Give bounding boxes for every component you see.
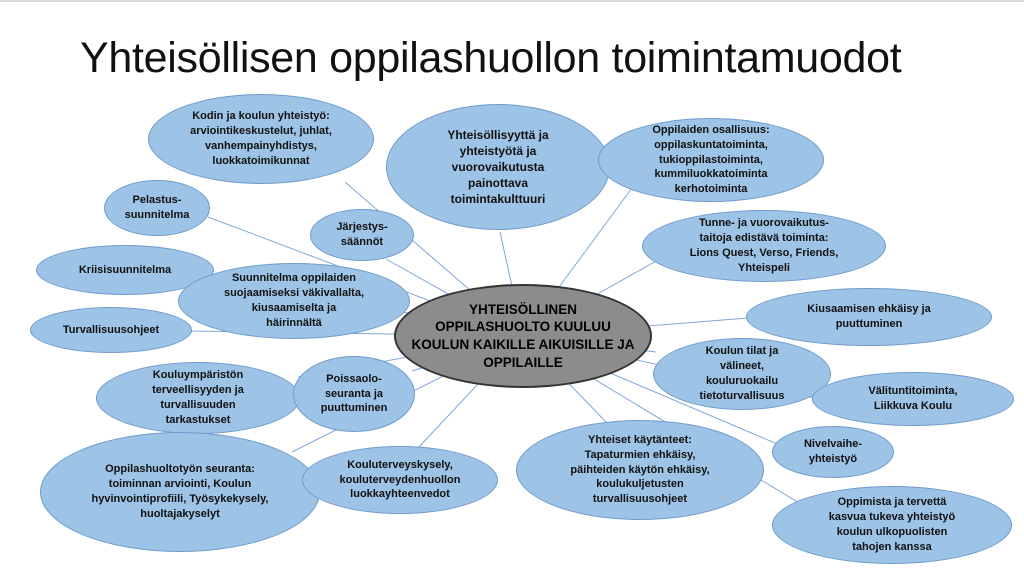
bubble-oppilaiden-osallisuus: Oppilaiden osallisuus: oppilaskuntatoiminta, tukioppilastoiminta, kummiluokkatoiminta kerhotoiminta [598, 118, 824, 202]
bubble-nivelvaiheyhteistyo: Nivelvaihe- yhteistyö [772, 426, 894, 478]
center-bubble: YHTEISÖLLINEN OPPILASHUOLTO KUULUU KOULUN KAIKILLE AIKUISILLE JA OPPILAILLE [394, 284, 652, 388]
bubble-turvallisuusohjeet: Turvallisuusohjeet [30, 307, 192, 353]
bubble-koulun-tilat-ja-valineet: Koulun tilat ja välineet, kouluruokailu tietoturvallisuus [653, 338, 831, 410]
bubble-oppilashuoltotyon-seuranta: Oppilashuoltotyön seuranta: toiminnan arviointi, Koulun hyvinvointiprofiili, Työsykekysely, huoltajakyselyt [40, 432, 320, 552]
slide-title: Yhteisöllisen oppilashuollon toimintamuodot [80, 34, 902, 82]
bubble-kriisisuunnitelma: Kriisisuunnitelma [36, 245, 214, 295]
bubble-kiusaamisen-ehkaisy: Kiusaamisen ehkäisy ja puuttuminen [746, 288, 992, 346]
bubble-jarjestyssaannot: Järjestys- säännöt [310, 209, 414, 261]
bubble-suunnitelma-oppilaiden-suojaamiseksi: Suunnitelma oppilaiden suojaamiseksi väkivallalta, kiusaamiselta ja häirinnältä [178, 263, 410, 339]
bubble-yhteiset-kaytanteet: Yhteiset käytänteet: Tapaturmien ehkäisy, päihteiden käytön ehkäisy, koulukuljetusten turvallisuusohjeet [516, 420, 764, 520]
bubble-kodin-ja-koulun-yhteistyo: Kodin ja koulun yhteistyö: arviointikeskustelut, juhlat, vanhempainyhdistys, luokkatoimikunnat [148, 94, 374, 184]
bubble-poissaoloseuranta: Poissaolo- seuranta ja puuttuminen [293, 356, 415, 432]
bubble-valituntitoiminta: Välituntitoiminta, Liikkuva Koulu [812, 372, 1014, 426]
bubble-pelastussuunnitelma: Pelastus- suunnitelma [104, 180, 210, 236]
bubble-kouluympariston-terveellisyys: Kouluympäristön terveellisyyden ja turvallisuuden tarkastukset [96, 362, 300, 434]
bubble-oppimista-ja-tervetta-kasvua: Oppimista ja tervettä kasvua tukeva yhteistyö koulun ulkopuolisten tahojen kanssa [772, 486, 1012, 564]
bubble-tunne-ja-vuorovaikutustaidot: Tunne- ja vuorovaikutus- taitoja edistävä toiminta: Lions Quest, Verso, Friends, Yhteispeli [642, 210, 886, 282]
bubble-kouluterveyskysely: Kouluterveyskysely, kouluterveydenhuollon luokkayhteenvedot [302, 446, 498, 514]
bubble-yhteisollisyytta: Yhteisöllisyyttä ja yhteistyötä ja vuorovaikutusta painottava toimintakulttuuri [386, 104, 610, 230]
